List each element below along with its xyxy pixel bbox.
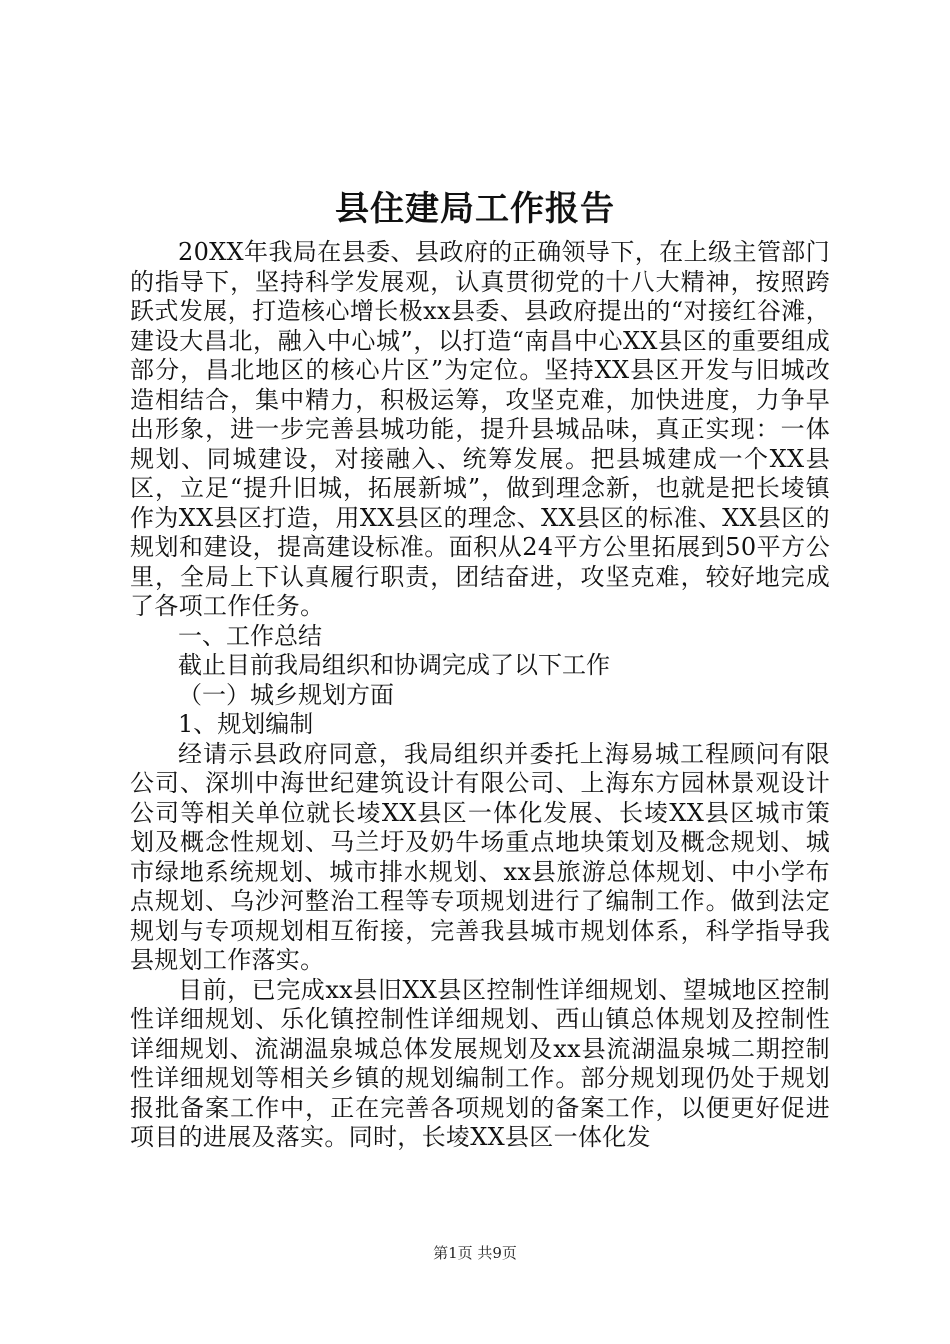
subsection-heading-urban-rural-planning: （一）城乡规划方面 [178,680,394,709]
summary-intro-line: 截止目前我局组织和协调完成了以下工作 [178,651,610,679]
plan-compilation-paragraph: 经请示县政府同意，我局组织并委托上海易城工程顾问有限公司、深圳中海世纪建筑设计有限公司、上海东方园林景观设计公司等相关单位就长堎XX县区一体化发展、长堎XX县区城市策划及概念性规划、马兰圩及奶牛场重点地块策划及概念规划、城市绿地系统规划、城市排水规划、xx县旅游总体规划、中小学布点规划、乌沙河整治工程等专项规划进行了编制工作。做到法定规划与专项规划相互衔接，完善我县城市规划体系，科学指导我县规划工作落实。 [130,739,830,974]
current-progress-paragraph: 目前，已完成xx县旧XX县区控制性详细规划、望城地区控制性详细规划、乐化镇控制性详细规划、西山镇总体规划及控制性详细规划、流湖温泉城总体发展规划及xx县流湖温泉城二期控制性详细规划等相关乡镇的规划编制工作。部分规划现仍处于规划报批备案工作中，正在完善各项规划的备案工作，以便更好促进项目的进展及落实。同时，长堎XX县区一体化发 [130,975,830,1151]
intro-paragraph: 20XX年我局在县委、县政府的正确领导下，在上级主管部门的指导下，坚持科学发展观，认真贯彻党的十八大精神，按照跨跃式发展，打造核心增长极xx县委、县政府提出的“对接红谷滩，建设大昌北，融入中心城”，以打造“南昌中心XX县区的重要组成部分，昌北地区的核心片区”为定位。坚持XX县区开发与旧城改造相结合，集中精力，积极运筹，攻坚克难，加快进度，力争早出形象，进一步完善县城功能，提升县城品味，真正实现：一体规划、同城建设，对接融入、统筹发展。把县城建成一个XX县区，立足“提升旧城，拓展新城”，做到理念新，也就是把长堎镇作为XX县区打造，用XX县区的理念、XX县区的标准、XX县区的规划和建设，提高建设标准。面积从24平方公里拓展到50平方公里，全局上下认真履行职责，团结奋进，攻坚克难，较好地完成了各项工作任务。 [130,238,830,620]
page-footer: 第1页 共9页 [433,1244,517,1262]
document-body [130,238,830,1153]
document-title: 县住建局工作报告 [335,189,615,229]
item-heading-plan-compilation: 1、规划编制 [178,710,314,738]
section-heading-work-summary: 一、工作总结 [178,621,322,650]
